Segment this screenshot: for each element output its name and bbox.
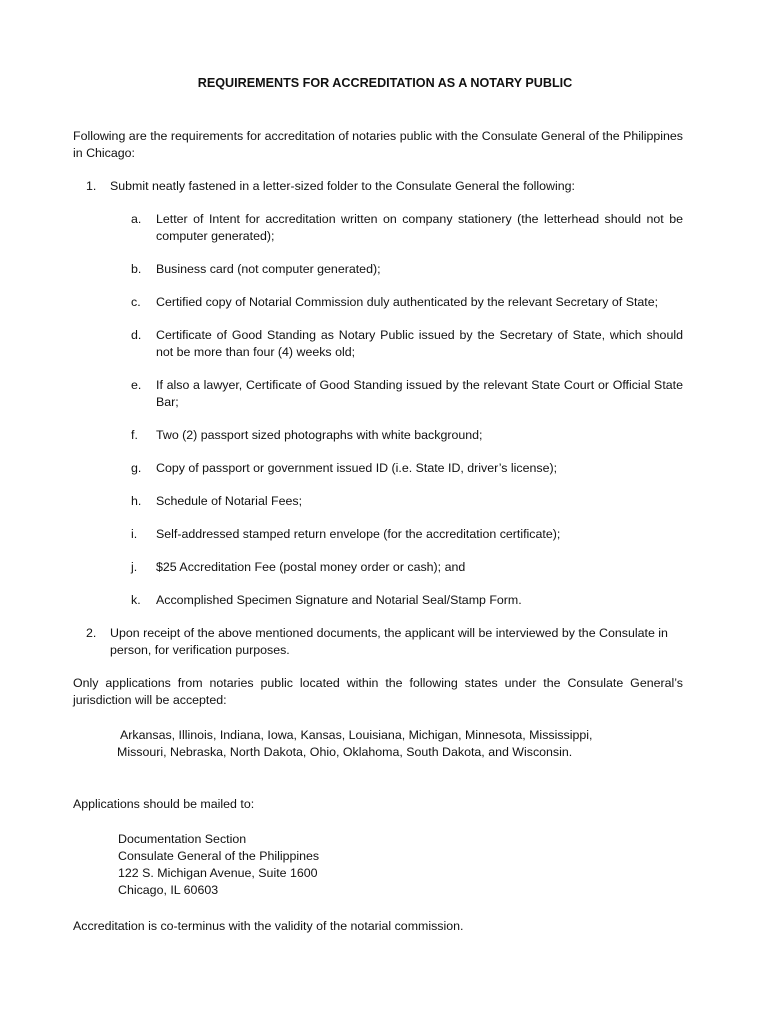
sub-item-text: Schedule of Notarial Fees; <box>156 494 303 508</box>
sub-item-a <box>131 211 683 245</box>
sub-item-marker: e. <box>131 378 142 392</box>
sub-item-text: $25 Accreditation Fee (postal money order or cash); and <box>156 560 466 574</box>
sub-item-marker: b. <box>131 262 142 276</box>
document-title: REQUIREMENTS FOR ACCREDITATION AS A NOTARY PUBLIC <box>197 76 573 90</box>
sub-item-text: Letter of Intent for accreditation written on company stationery (the letterhead should not be computer generated); <box>156 212 683 243</box>
list-marker: 2. <box>86 626 97 640</box>
list-marker: 1. <box>86 179 97 193</box>
sub-item-text: Accomplished Specimen Signature and Notarial Seal/Stamp Form. <box>156 593 522 607</box>
sub-item-f <box>131 427 683 444</box>
sub-item-text: If also a lawyer, Certificate of Good Standing issued by the relevant State Court or Official State Bar; <box>156 378 683 409</box>
sub-item-marker: k. <box>131 593 141 607</box>
address-line: Chicago, IL 60603 <box>118 883 219 897</box>
sub-item-h <box>131 493 683 510</box>
sub-item-k <box>131 592 683 609</box>
sub-item-text: Certified copy of Notarial Commission duly authenticated by the relevant Secretary of State; <box>156 295 659 309</box>
mailing-address <box>118 831 518 899</box>
sub-item-text: Certificate of Good Standing as Notary Public issued by the Secretary of State, which should not be more than four (4) weeks old; <box>156 328 683 359</box>
sub-item-d <box>131 327 683 361</box>
sub-item-e <box>131 377 683 411</box>
sub-item-text: Business card (not computer generated); <box>156 262 381 276</box>
sub-item-j <box>131 559 683 576</box>
sub-item-marker: g. <box>131 461 142 475</box>
address-line: Documentation Section <box>118 832 247 846</box>
list-item-text: Submit neatly fastened in a letter-sized folder to the Consulate General the following: <box>110 179 575 193</box>
sub-item-text: Two (2) passport sized photographs with white background; <box>156 428 483 442</box>
sub-item-marker: c. <box>131 295 141 309</box>
sub-item-marker: d. <box>131 328 142 342</box>
footer-note: Accreditation is co-terminus with the validity of the notarial commission. <box>73 919 464 933</box>
sub-item-g <box>131 460 683 477</box>
requirement-item-2 <box>86 625 683 659</box>
sub-item-marker: a. <box>131 212 142 226</box>
states-line: Missouri, Nebraska, North Dakota, Ohio, Oklahoma, South Dakota, and Wisconsin. <box>117 745 573 759</box>
sub-item-marker: i. <box>131 527 138 541</box>
sub-item-c <box>131 294 683 311</box>
sub-item-marker: h. <box>131 494 142 508</box>
sub-item-marker: f. <box>131 428 138 442</box>
requirement-item-1 <box>86 178 683 195</box>
sub-item-i <box>131 526 683 543</box>
states-line: Arkansas, Illinois, Indiana, Iowa, Kansas, Louisiana, Michigan, Minnesota, Mississippi, <box>120 728 593 742</box>
address-line: 122 S. Michigan Avenue, Suite 1600 <box>118 866 318 880</box>
sub-item-text: Copy of passport or government issued ID (i.e. State ID, driver’s license); <box>156 461 558 475</box>
sub-item-marker: j. <box>131 560 138 574</box>
address-line: Consulate General of the Philippines <box>118 849 320 863</box>
sub-item-text: Self-addressed stamped return envelope (for the accreditation certificate); <box>156 527 561 541</box>
mail-label: Applications should be mailed to: <box>73 797 255 811</box>
states-list <box>117 727 657 761</box>
sub-item-b <box>131 261 683 278</box>
intro-paragraph: Following are the requirements for accreditation of notaries public with the Consulate General of the Philippines in Chicago: <box>73 129 683 160</box>
list-item-text: Upon receipt of the above mentioned documents, the applicant will be interviewed by the Consulate in person, for verification purposes. <box>110 626 668 657</box>
jurisdiction-paragraph: Only applications from notaries public located within the following states under the Consulate General’s jurisdiction will be accepted: <box>73 676 683 707</box>
